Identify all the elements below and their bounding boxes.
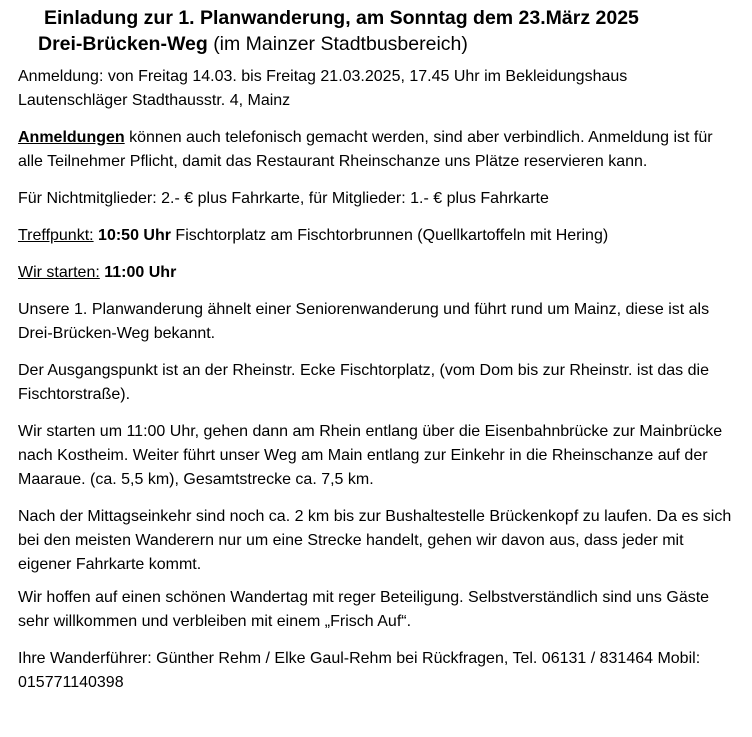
starting-point-paragraph: Der Ausgangspunkt ist an der Rheinstr. Ecke Fischtorplatz, (vom Dom bis zur Rheinstr. ist das die Fischtorstraße). xyxy=(18,362,709,403)
meeting-point-paragraph xyxy=(18,224,738,248)
registration-label: Anmeldungen xyxy=(18,129,125,146)
meeting-point-label: Treffpunkt: xyxy=(18,227,94,244)
start-label: Wir starten: xyxy=(18,264,100,281)
fees-paragraph: Für Nichtmitglieder: 2.- € plus Fahrkarte, für Mitglieder: 1.- € plus Fahrkarte xyxy=(18,190,549,207)
meeting-location: Fischtorplatz am Fischtorbrunnen (Quellkartoffeln mit Hering) xyxy=(170,227,609,244)
page-title: Einladung zur 1. Planwanderung, am Sonntag dem 23.März 2025 xyxy=(44,7,639,29)
start-time: 11:00 Uhr xyxy=(104,264,177,281)
registration-note: können auch telefonisch gemacht werden, sind aber verbindlich. Anmeldung ist für alle Teilnehmer Pflicht, damit das Restaurant Rheinschanze uns Plätze reservieren kann. xyxy=(18,129,713,170)
meeting-time: 10:50 Uhr xyxy=(98,227,171,244)
phone-registration-paragraph xyxy=(18,126,738,174)
route-name: Drei-Brücken-Weg xyxy=(38,33,208,55)
route-paragraph: Wir starten um 11:00 Uhr, gehen dann am Rhein entlang über die Eisenbahnbrücke zur Mainbrücke nach Kostheim. Weiter führt unser Weg am Main entlang zur Einkehr in die Rheinschanze auf der Maaraue. (ca. 5,5 km), Gesamtstrecke ca. 7,5 km. xyxy=(18,423,723,488)
document xyxy=(18,5,738,708)
intro-paragraph: Unsere 1. Planwanderung ähnelt einer Seniorenwanderung und führt rund um Mainz, diese ist als Drei-Brücken-Weg bekannt. xyxy=(18,301,710,342)
start-paragraph xyxy=(18,261,738,285)
subtitle xyxy=(38,31,738,57)
closing-paragraph: Wir hoffen auf einen schönen Wandertag mit reger Beteiligung. Selbstverständlich sind uns Gäste sehr willkommen und verbleiben mit einem „Frisch Auf“. xyxy=(18,589,710,630)
registration-paragraph: Anmeldung: von Freitag 14.03. bis Freitag 21.03.2025, 17.45 Uhr im Bekleidungshaus Lautenschläger Stadthausstr. 4, Mainz xyxy=(18,68,628,109)
route-area: (im Mainzer Stadtbusbereich) xyxy=(213,33,468,55)
after-lunch-paragraph: Nach der Mittagseinkehr sind noch ca. 2 km bis zur Bushaltestelle Brückenkopf zu laufen. Da es sich bei den meisten Wanderern nur um eine Strecke handelt, gehen wir davon aus, dass jeder mit eigener Fahrkarte kommt. xyxy=(18,508,732,573)
guides-paragraph: Ihre Wanderführer: Günther Rehm / Elke Gaul-Rehm bei Rückfragen, Tel. 06131 / 831464 Mobil: 015771140398 xyxy=(18,650,701,691)
